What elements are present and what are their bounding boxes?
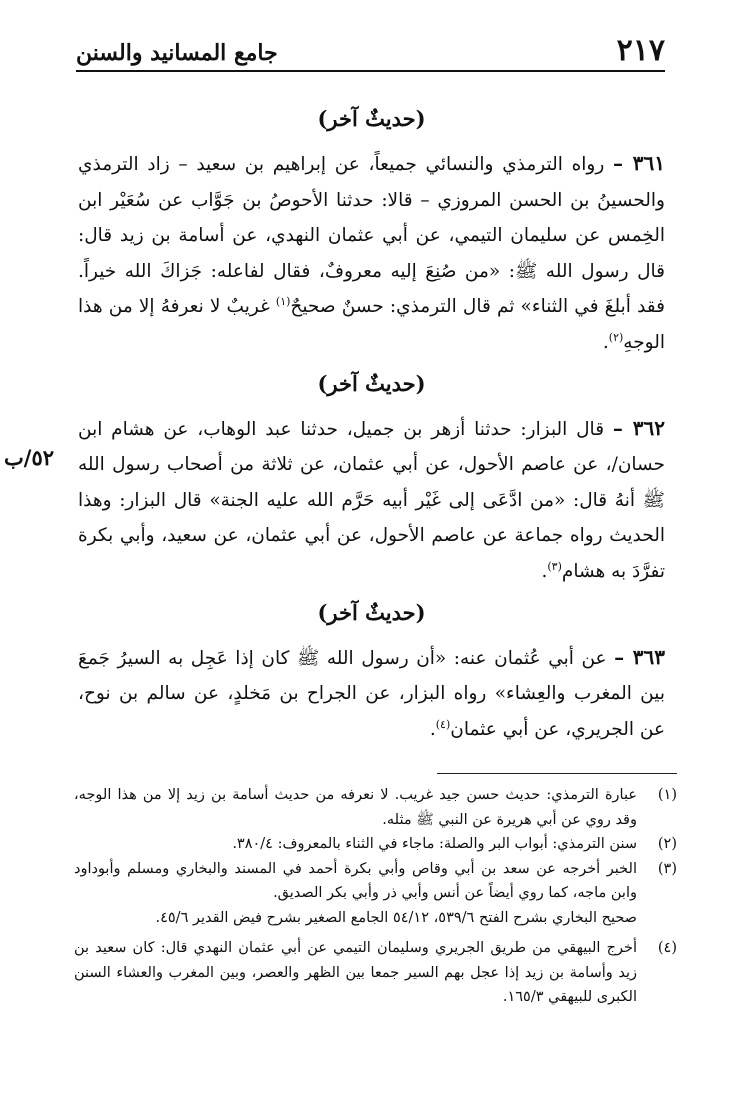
hadith-number: ٣٦٣ – [614, 644, 665, 669]
hadith-number: ٣٦١ – [612, 151, 666, 175]
running-head [76, 30, 665, 68]
footnote [74, 832, 677, 857]
footnote-rule [437, 773, 677, 774]
footnote-ref: (٣) [547, 559, 562, 573]
hadith-text: رواه الترمذي والنسائي جميعاً، عن إبراهيم بن سعيد – زاد الترمذي والحسينُ بن الحسن المروزي – قالا: حدثنا الأحوصُ بن جَوَّاب عن سُعَيْر ابن الخِمس عن سليمان التيمي، عن أبي عثمان النهدي، عن أسامة بن زيد قال: قال رسول الله ﷺ: «من صُنِعَ إليه معروفٌ، فقال لفاعله: جَزاكَ الله خيراً. فقد أبلغَ في الثناء» ثم قال الترمذي: حسنٌ صحيحٌ [78, 154, 665, 318]
footnote [74, 783, 677, 832]
hadith-text: . [602, 331, 609, 353]
hadith-text: غريبٌ لا نعرفهُ إلا من هذا الوجهِ [78, 296, 665, 353]
hadith-text: . [541, 560, 548, 582]
footnote-text: عبارة الترمذي: حديث حسن جيد غريب. لا نعرفه من حديث أسامة بن زيد إلا من هذا الوجه، وقد روي عن أبي هريرة عن النبي ﷺ مثله. [74, 787, 637, 828]
section-heading: (حديثٌ آخر) [317, 599, 426, 625]
footnote-text: صحيح البخاري بشرح الفتح ٥٣٩/٦، ٥٤/١٢ الجامع الصغير بشرح فيض القدير ٤٥/٦. [155, 909, 637, 926]
book-title: جامع المسانيد والسنن [76, 40, 278, 66]
footnote [74, 936, 677, 1010]
footnote [74, 857, 677, 906]
hadith-361 [78, 146, 665, 361]
footnote-ref: (٢) [608, 330, 624, 344]
hadith-362 [78, 411, 665, 590]
footnote-marker: (٣) [657, 860, 677, 877]
header-rule [76, 70, 665, 72]
footnote-marker: (٤) [657, 940, 677, 956]
hadith-363 [78, 640, 665, 748]
footnote-continuation [74, 906, 677, 931]
hadith-text: عن أبي عُثمان عنه: «أن رسول الله ﷺ كان إذا عَجِل به السيرُ جَمعَ بين المغرب والعِشاء» رواه البزار، عن الجراح بن مَخلدٍ، عن سالم بن نوح، عن الجريري، عن أبي عثمان [78, 647, 665, 740]
footnote-text: الخبر أخرجه عن سعد بن أبي وقاص وأبي بكرة أحمد في المسند والبخاري ومسلم وأبوداود وابن ماجه، كما روي أيضاً عن أنس وأبي ذر وأبي بكر الصديق. [74, 860, 637, 901]
hadith-number: ٣٦٢ – [612, 415, 665, 440]
section-heading: (حديثٌ آخر) [317, 106, 426, 131]
section-heading: (حديثٌ آخر) [317, 370, 426, 396]
hadith-text: قال البزار: حدثنا أزهر بن جميل، حدثنا عبد الوهاب، عن هشام ابن حسان/، عن عاصم الأحول، عن أبي عثمان، عن ثلاثة من أصحاب رسول الله ﷺ أنهُ قال: «من ادَّعَى إلى غَيْر أبيه حَرَّم الله عليه الجنة» قال البزار: وهذا الحديث رواه جماعة عن عاصم الأحول، عن أبي عثمان، عن سعيد، وأبي بكرة تفرَّدَ به هشام [78, 418, 665, 582]
footnote-ref: (١) [275, 295, 291, 309]
footnote-marker: (١) [657, 787, 677, 803]
main-text [78, 102, 665, 747]
page-number: ٢١٧ [616, 33, 665, 68]
footnote-ref: (٤) [435, 717, 451, 731]
footnote-text: أخرج البيهقي من طريق الجريري وسليمان التيمي عن أبي عثمان النهدي قال: كان سعيد بن زيد وأسامة بن زيد إذا عجل بهم السير جمعا بين الظهر والعصر، وبين المغرب والعشاء السنن الكبرى للبيهقي ١٦٥/٣. [74, 940, 637, 1005]
footnotes [74, 783, 677, 1010]
manuscript-folio-marker: ٥٢/ب [4, 445, 55, 470]
footnote-text: سنن الترمذي: أبواب البر والصلة: ماجاء في الثناء بالمعروف: ٣٨٠/٤. [232, 836, 637, 852]
hadith-text: . [429, 718, 436, 740]
footnote-marker: (٢) [657, 836, 677, 852]
